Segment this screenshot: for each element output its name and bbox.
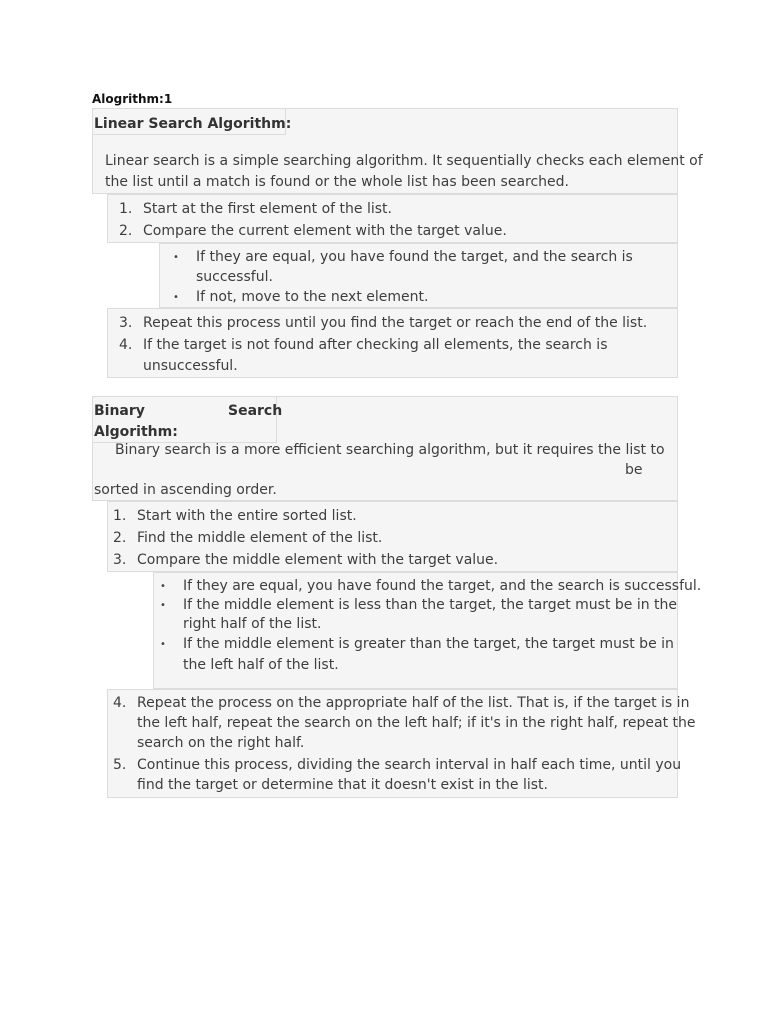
binary-bullet-2-cont: right half of the list. <box>183 616 322 632</box>
binary-step-5: Continue this process, dividing the search interval in half each time, until you <box>137 757 682 773</box>
linear-bullet-1-cont: successful. <box>196 269 273 285</box>
binary-bullet-2: If the middle element is less than the target, the target must be in the <box>183 597 678 613</box>
document-title: Alogrithm:1 <box>92 92 173 106</box>
binary-step-number: 3. <box>113 552 127 568</box>
binary-step-2: Find the middle element of the list. <box>137 530 383 546</box>
linear-step-number: 2. <box>119 223 133 239</box>
linear-step-3: Repeat this process until you find the target or reach the end of the list. <box>143 315 648 331</box>
bullet-icon: • <box>173 252 179 263</box>
binary-step-number: 5. <box>113 757 127 773</box>
binary-step-1: Start with the entire sorted list. <box>137 508 357 524</box>
binary-intro-word-be: be <box>625 462 643 478</box>
binary-bullet-3-cont: the left half of the list. <box>183 657 339 673</box>
linear-bullet-1: If they are equal, you have found the target, and the search is <box>196 249 633 265</box>
binary-bullet-1: If they are equal, you have found the target, and the search is successful. <box>183 578 702 594</box>
binary-step-4-cont-1: the left half, repeat the search on the left half; if it's in the right half, repeat the <box>137 715 696 731</box>
linear-intro-line-1: Linear search is a simple searching algorithm. It sequentially checks each element of <box>105 153 703 169</box>
linear-heading: Linear Search Algorithm: <box>94 116 292 132</box>
binary-step-number: 2. <box>113 530 127 546</box>
bullet-icon: • <box>160 581 166 592</box>
linear-step-4-cont: unsuccessful. <box>143 358 238 374</box>
binary-step-4: Repeat the process on the appropriate half of the list. That is, if the target is in <box>137 695 690 711</box>
binary-step-3: Compare the middle element with the target value. <box>137 552 499 568</box>
linear-intro-line-2: the list until a match is found or the whole list has been searched. <box>105 174 570 190</box>
binary-bullet-3: If the middle element is greater than the target, the target must be in <box>183 636 674 652</box>
binary-heading-word-3: Algorithm: <box>94 424 178 440</box>
linear-bullet-2: If not, move to the next element. <box>196 289 429 305</box>
bullet-icon: • <box>160 639 166 650</box>
binary-step-number: 1. <box>113 508 127 524</box>
binary-heading-word-1: Binary <box>94 403 145 419</box>
binary-step-4-cont-2: search on the right half. <box>137 735 305 751</box>
bullet-icon: • <box>160 600 166 611</box>
binary-intro-line-2: sorted in ascending order. <box>94 482 277 498</box>
binary-step-number: 4. <box>113 695 127 711</box>
bullet-icon: • <box>173 292 179 303</box>
linear-step-4: If the target is not found after checking all elements, the search is <box>143 337 608 353</box>
linear-step-number: 1. <box>119 201 133 217</box>
linear-step-number: 3. <box>119 315 133 331</box>
linear-step-1: Start at the first element of the list. <box>143 201 392 217</box>
binary-heading-word-2: Search <box>228 403 283 419</box>
binary-step-5-cont: find the target or determine that it doesn't exist in the list. <box>137 777 548 793</box>
binary-intro-line-1: Binary search is a more efficient searching algorithm, but it requires the list to <box>115 442 665 458</box>
linear-step-number: 4. <box>119 337 133 353</box>
linear-step-2: Compare the current element with the target value. <box>143 223 507 239</box>
